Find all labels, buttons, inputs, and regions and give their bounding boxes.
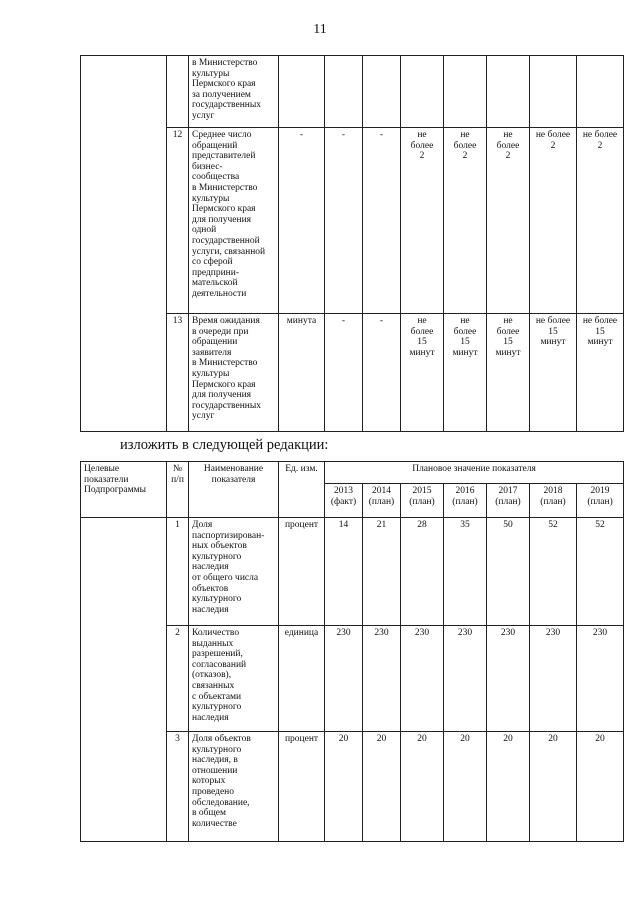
value-cell: 230: [444, 626, 487, 732]
unit-cell: [279, 56, 325, 128]
value-cell: 52: [530, 518, 577, 626]
value-cell: 20: [401, 732, 444, 842]
header-target-indicators: Целевые показатели Подпрограммы: [81, 462, 167, 518]
value-cell: -: [325, 128, 363, 314]
row-number: 3: [167, 732, 189, 842]
table-row: [81, 56, 624, 128]
target-indicators-cell: [81, 518, 167, 842]
value-cell: не более 15 минут: [444, 314, 487, 432]
value-cell: не более 2: [401, 128, 444, 314]
indicator-name: Время ожидания в очереди при обращении заявителя в Министерство культуры Пермского края для получения государственных услуг: [189, 314, 279, 432]
value-cell: 20: [444, 732, 487, 842]
value-cell: 230: [363, 626, 401, 732]
header-year-2014: 2014 (план): [363, 484, 401, 518]
value-cell: 14: [325, 518, 363, 626]
value-cell: не более 15 минут: [401, 314, 444, 432]
value-cell: 20: [363, 732, 401, 842]
row-number: 2: [167, 626, 189, 732]
row-number: 13: [167, 314, 189, 432]
unit-cell: минута: [279, 314, 325, 432]
value-cell: не более 15 минут: [530, 314, 577, 432]
header-year-2019: 2019 (план): [577, 484, 624, 518]
value-cell: не более 2: [487, 128, 530, 314]
value-cell: [530, 56, 577, 128]
row-number: 1: [167, 518, 189, 626]
unit-cell: единица: [279, 626, 325, 732]
unit-cell: процент: [279, 518, 325, 626]
header-year-2016: 2016 (план): [444, 484, 487, 518]
value-cell: 20: [487, 732, 530, 842]
value-cell: [325, 56, 363, 128]
value-cell: -: [363, 128, 401, 314]
value-cell: 230: [577, 626, 624, 732]
header-year-2013: 2013 (факт): [325, 484, 363, 518]
unit-cell: -: [279, 128, 325, 314]
value-cell: [444, 56, 487, 128]
value-cell: [401, 56, 444, 128]
indicator-name: Количество выданных разрешений, согласований (отказов), связанных с объектами культурного наследия: [189, 626, 279, 732]
row-number: 12: [167, 128, 189, 314]
value-cell: 230: [401, 626, 444, 732]
value-cell: [487, 56, 530, 128]
header-year-2018: 2018 (план): [530, 484, 577, 518]
value-cell: 230: [530, 626, 577, 732]
indicator-name: Среднее число обращений представителей бизнес- сообщества в Министерство культуры Пермского края для получения одной государственной услуги, связанной со сферой предприни- мательской деятельности: [189, 128, 279, 314]
value-cell: -: [363, 314, 401, 432]
indicator-name: в Министерство культуры Пермского края за получением государственных услуг: [189, 56, 279, 128]
value-cell: 230: [487, 626, 530, 732]
row-number: [167, 56, 189, 128]
value-cell: 52: [577, 518, 624, 626]
value-cell: 20: [577, 732, 624, 842]
value-cell: 35: [444, 518, 487, 626]
page-number: 11: [313, 22, 327, 37]
value-cell: не более 2: [530, 128, 577, 314]
value-cell: не более 15 минут: [577, 314, 624, 432]
value-cell: 20: [325, 732, 363, 842]
value-cell: 21: [363, 518, 401, 626]
value-cell: 20: [530, 732, 577, 842]
value-cell: 28: [401, 518, 444, 626]
value-cell: не более 15 минут: [487, 314, 530, 432]
value-cell: 50: [487, 518, 530, 626]
header-unit: Ед. изм.: [279, 462, 325, 518]
redaction-text: изложить в следующей редакции:: [120, 437, 329, 453]
value-cell: [363, 56, 401, 128]
indicator-name: Доля паспортизирован- ных объектов культурного наследия от общего числа объектов культурного наследия: [189, 518, 279, 626]
header-year-2015: 2015 (план): [401, 484, 444, 518]
value-cell: -: [325, 314, 363, 432]
header-indicator-name: Наименование показателя: [189, 462, 279, 518]
table-header-row: [81, 462, 624, 484]
value-cell: не более 2: [577, 128, 624, 314]
target-indicators-cell: [81, 56, 167, 432]
old-indicator-table: [80, 55, 624, 432]
indicator-name: Доля объектов культурного наследия, в отношении которых проведено обследование, в общем количестве: [189, 732, 279, 842]
header-year-2017: 2017 (план): [487, 484, 530, 518]
new-indicator-table: [80, 461, 624, 842]
value-cell: [577, 56, 624, 128]
header-number: № п/п: [167, 462, 189, 518]
table-row: [81, 518, 624, 626]
unit-cell: процент: [279, 732, 325, 842]
value-cell: 230: [325, 626, 363, 732]
value-cell: не более 2: [444, 128, 487, 314]
header-planned-value: Плановое значение показателя: [325, 462, 624, 484]
